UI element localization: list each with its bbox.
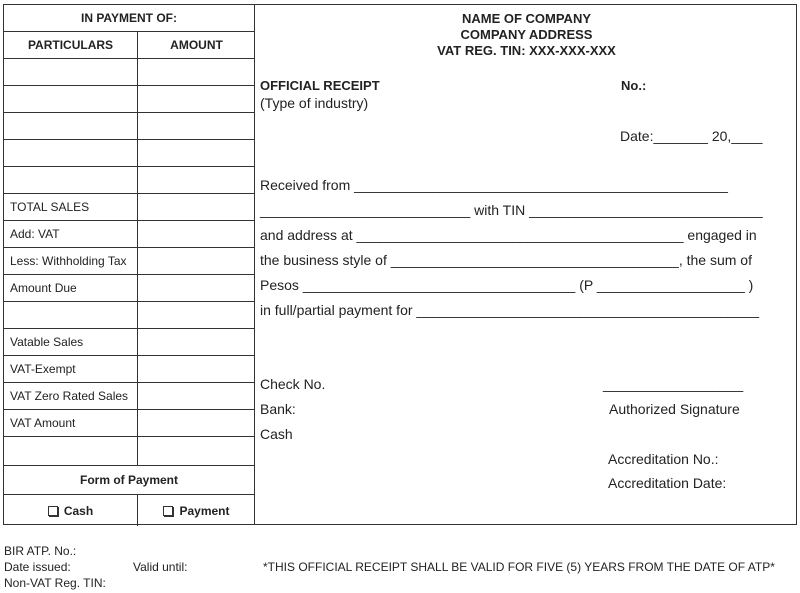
table-row: [4, 86, 254, 113]
address-line[interactable]: and address at __________________________________________ engaged in: [260, 227, 757, 243]
receipt-title: OFFICIAL RECEIPT: [260, 78, 380, 93]
less-wht-row: [4, 248, 254, 275]
payment-table: [4, 5, 255, 524]
particular-cell[interactable]: [4, 302, 138, 328]
amount-cell[interactable]: [138, 86, 255, 112]
business-style-line[interactable]: the business style of _____________________________________, the sum of: [260, 252, 752, 268]
amount-cell[interactable]: [138, 302, 255, 328]
vat-exempt-label: VAT-Exempt: [4, 356, 138, 382]
bank-label: Bank:: [260, 401, 296, 417]
amount-cell[interactable]: [138, 140, 255, 166]
particular-cell[interactable]: [4, 59, 138, 85]
vat-exempt-amount[interactable]: [138, 356, 255, 382]
checkbox-icon[interactable]: [48, 506, 58, 516]
payment-for-line[interactable]: in full/partial payment for ____________________________________________: [260, 302, 759, 318]
form-of-payment-label: Form of Payment: [79, 473, 178, 487]
company-address: COMPANY ADDRESS: [460, 27, 593, 42]
tin-line[interactable]: ___________________________ with TIN ______________________________: [260, 202, 763, 218]
particular-cell[interactable]: [4, 86, 138, 112]
bir-atp-label: BIR ATP. No.:: [4, 544, 77, 558]
particular-cell[interactable]: [4, 167, 138, 193]
less-wht-label: Less: Withholding Tax: [4, 248, 138, 274]
authorized-signature-label: Authorized Signature: [609, 401, 740, 417]
table-row: [4, 59, 254, 86]
add-vat-label: Add: VAT: [4, 221, 138, 247]
less-wht-amount[interactable]: [138, 248, 255, 274]
in-payment-of-label: IN PAYMENT OF:: [80, 11, 177, 25]
industry-type: (Type of industry): [260, 95, 369, 111]
particular-cell[interactable]: [4, 437, 138, 465]
payment-method-row: [4, 495, 254, 526]
table-row: [4, 302, 254, 329]
date-issued-label: Date issued:: [4, 560, 71, 574]
check-number-label: Check No.: [260, 376, 326, 392]
total-sales-amount[interactable]: [138, 194, 255, 220]
company-name: NAME OF COMPANY: [461, 11, 592, 26]
add-vat-amount[interactable]: [138, 221, 255, 247]
vat-amount-amount[interactable]: [138, 410, 255, 436]
signature-line[interactable]: __________________: [603, 376, 744, 392]
total-sales-row: [4, 194, 254, 221]
in-payment-of-header: [4, 5, 254, 32]
table-row: [4, 437, 254, 466]
vat-amount-row: [4, 410, 254, 437]
pesos-line[interactable]: Pesos ___________________________________ (P ___________________ ): [260, 277, 754, 293]
vat-amount-label: VAT Amount: [4, 410, 138, 436]
table-row: [4, 167, 254, 194]
table-row: [4, 140, 254, 167]
amount-cell[interactable]: [138, 437, 255, 465]
vatable-sales-amount[interactable]: [138, 329, 255, 355]
amount-header: AMOUNT: [170, 38, 223, 52]
validity-notice: *THIS OFFICIAL RECEIPT SHALL BE VALID FOR FIVE (5) YEARS FROM THE DATE OF ATP*: [263, 560, 775, 574]
cash-label: Cash: [260, 426, 293, 442]
company-header: [255, 11, 798, 59]
vat-zero-row: [4, 383, 254, 410]
vatable-sales-row: [4, 329, 254, 356]
checkbox-icon[interactable]: [163, 506, 173, 516]
add-vat-row: [4, 221, 254, 248]
cash-option[interactable]: [4, 495, 138, 526]
vat-zero-label: VAT Zero Rated Sales: [4, 383, 138, 409]
cash-option-label: Cash: [63, 503, 94, 518]
particulars-header: PARTICULARS: [4, 32, 138, 58]
amount-cell[interactable]: [138, 59, 255, 85]
particular-cell[interactable]: [4, 140, 138, 166]
receipt-number-label: No.:: [621, 78, 647, 93]
amount-due-label: Amount Due: [4, 275, 138, 301]
official-receipt-form: [3, 4, 797, 525]
amount-due-row: [4, 275, 254, 302]
form-of-payment-header: [4, 466, 254, 495]
amount-due-amount[interactable]: [138, 275, 255, 301]
amount-cell[interactable]: [138, 167, 255, 193]
date-field[interactable]: Date:_______ 20,____: [620, 128, 763, 144]
payment-option[interactable]: [138, 495, 255, 526]
valid-until-label: Valid until:: [133, 560, 188, 574]
non-vat-tin-label: Non-VAT Reg. TIN:: [4, 576, 106, 590]
column-header-row: [4, 32, 254, 59]
total-sales-label: TOTAL SALES: [4, 194, 138, 220]
company-tin: VAT REG. TIN: XXX-XXX-XXX: [437, 43, 616, 58]
vat-zero-amount[interactable]: [138, 383, 255, 409]
vatable-sales-label: Vatable Sales: [4, 329, 138, 355]
received-from-line[interactable]: Received from ________________________________________________: [260, 177, 728, 193]
table-row: [4, 113, 254, 140]
payment-option-label: Payment: [179, 503, 230, 518]
vat-exempt-row: [4, 356, 254, 383]
accreditation-date-label: Accreditation Date:: [608, 475, 727, 491]
particular-cell[interactable]: [4, 113, 138, 139]
amount-cell[interactable]: [138, 113, 255, 139]
accreditation-number-label: Accreditation No.:: [608, 451, 719, 467]
